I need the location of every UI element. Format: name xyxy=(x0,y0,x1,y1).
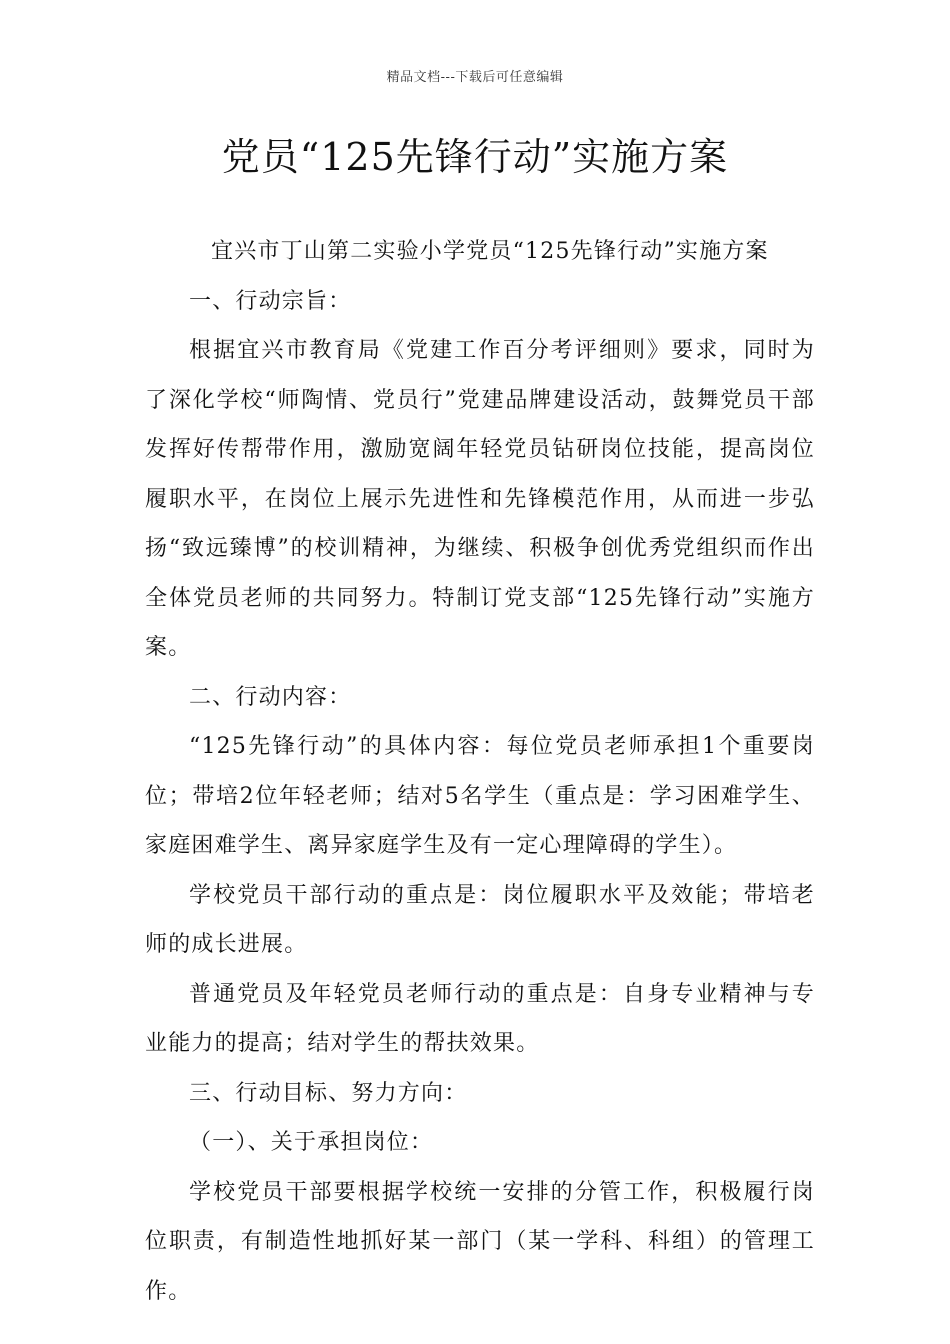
paragraph-post-duties: 学校党员干部要根据学校统一安排的分管工作，积极履行岗位职责，有制造性地抓好某一部门（某一学科、科组）的管理工作。 xyxy=(145,1179,815,1304)
section-heading-content: 二、行动内容： xyxy=(189,684,352,710)
section-heading-goals: 三、行动目标、努力方向： xyxy=(189,1080,468,1106)
subsection-heading-post: （一）、关于承担岗位： xyxy=(189,1130,434,1155)
paragraph-content-details: “125先锋行动”的具体内容：每位党员老师承担1个重要岗位；带培2位年轻老师；结对5名学生（重点是：学习困难学生、家庭困难学生、离异家庭学生及有一定心理障碍的学生）。 xyxy=(145,734,815,858)
document-body xyxy=(145,227,815,1316)
document-title: 党员“125先锋行动”实施方案 xyxy=(221,135,729,179)
paragraph-member-focus: 普通党员及年轻党员老师行动的重点是：自身专业精神与专业能力的提高；结对学生的帮扶效果。 xyxy=(145,981,815,1056)
paragraph-purpose: 根据宜兴市教育局《党建工作百分考评细则》要求，同时为了深化学校“师陶情、党员行”党建品牌建设活动，鼓舞党员干部发挥好传帮带作用，激励宽阔年轻党员钻研岗位技能，提高岗位履职水平，在岗位上展示先进性和先锋模范作用，从而进一步弘扬“致远臻博”的校训精神，为继续、积极争创优秀党组织而作出全体党员老师的共同努力。特制订党支部“125先锋行动”实施方案。 xyxy=(145,338,815,660)
document-subtitle: 宜兴市丁山第二实验小学党员“125先锋行动”实施方案 xyxy=(211,239,769,264)
header-note: 精品文档---下载后可任意编辑 xyxy=(386,70,564,85)
section-heading-purpose: 一、行动宗旨： xyxy=(189,288,352,314)
paragraph-cadre-focus: 学校党员干部行动的重点是：岗位履职水平及效能；带培老师的成长进展。 xyxy=(145,882,815,957)
